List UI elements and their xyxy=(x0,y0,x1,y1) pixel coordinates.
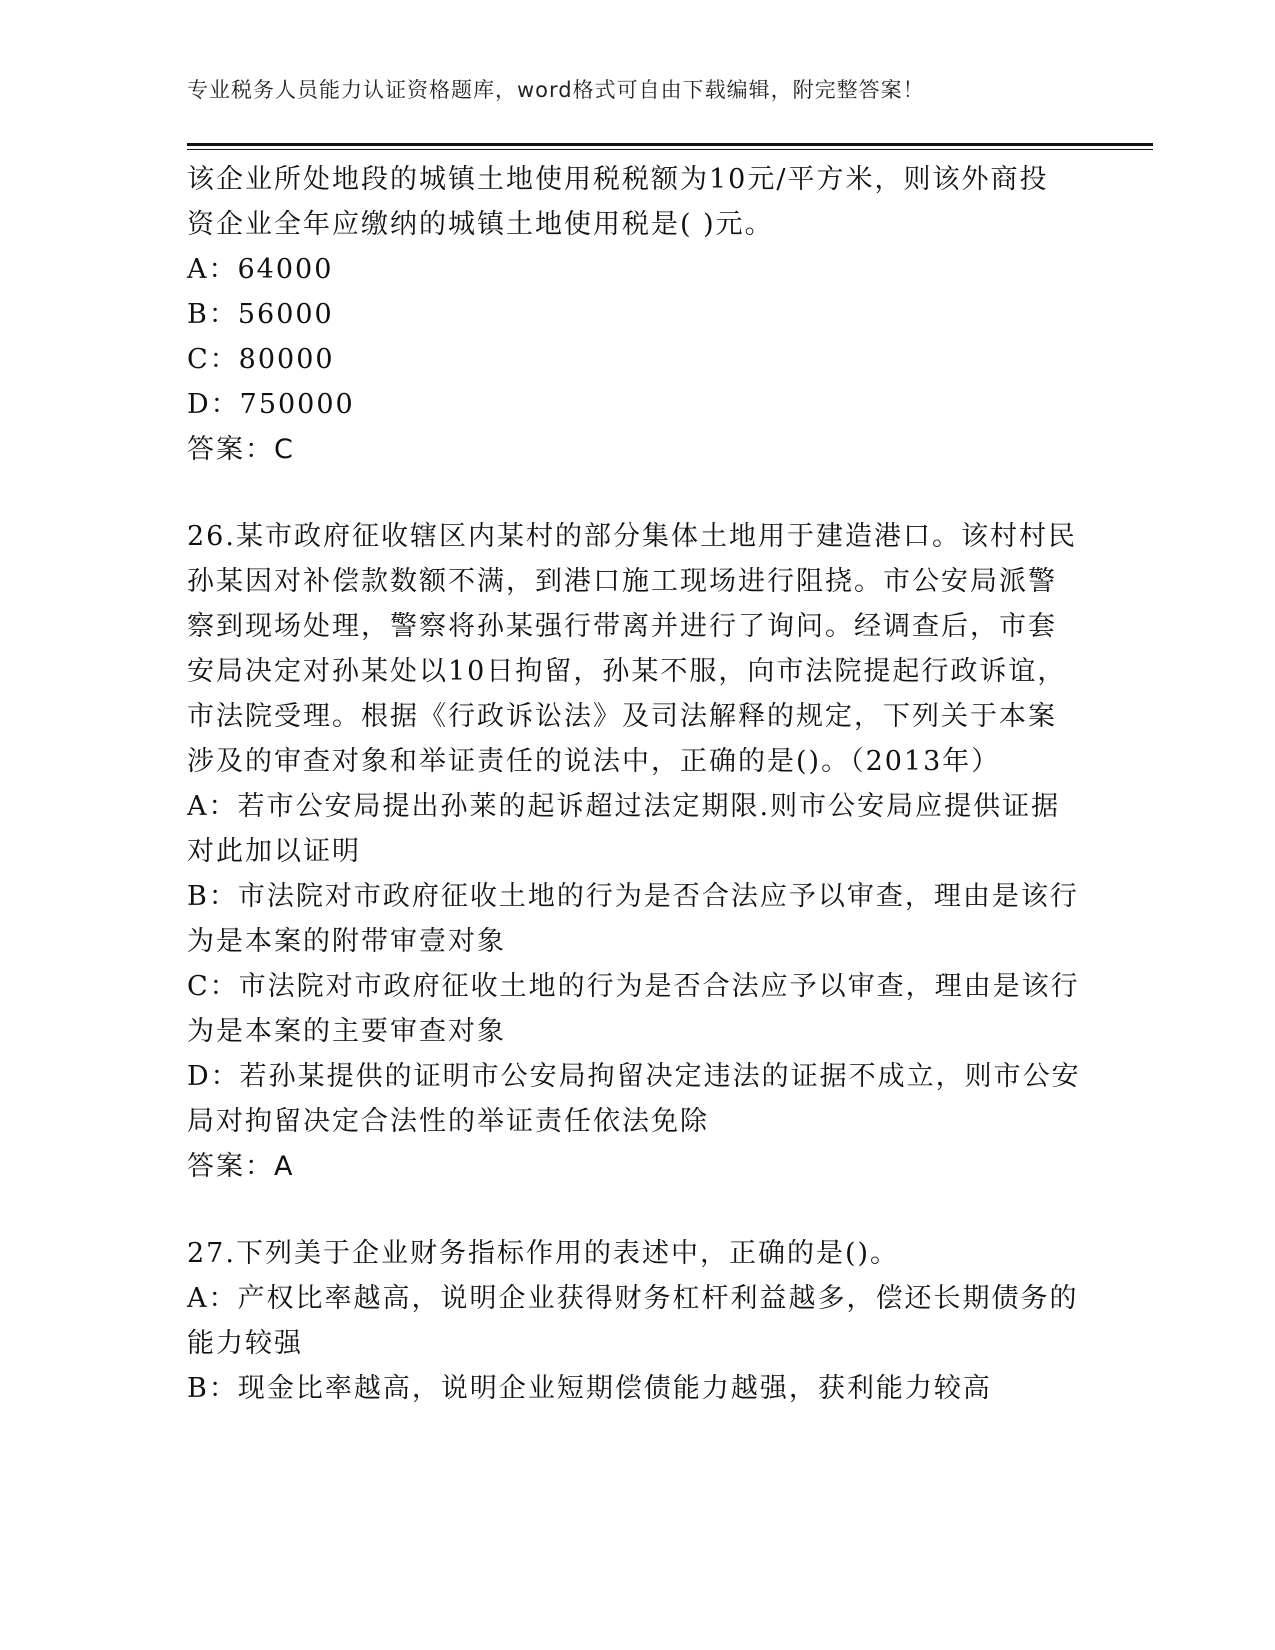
option-a: A：64000 xyxy=(187,254,334,285)
answer: 答案：A xyxy=(187,1151,295,1182)
spacer xyxy=(187,472,1087,514)
spacer xyxy=(187,1189,1087,1231)
option-d: D：750000 xyxy=(187,389,355,420)
option-b-cont: 为是本案的附带审壹对象 xyxy=(187,926,506,957)
header-rule-thin xyxy=(187,149,1153,150)
question-26 xyxy=(187,514,1087,1189)
option-a-cont: 对此加以证明 xyxy=(187,836,361,867)
question-27 xyxy=(187,1231,1087,1411)
option-d-cont: 局对拘留决定合法性的举证责任依法免除 xyxy=(187,1106,709,1137)
option-c: C：市法院对市政府征收土地的行为是否合法应予以审查，理由是该行 xyxy=(187,971,1080,1002)
question-stem-line: 安局决定对孙某处以10日拘留，孙某不服，向市法院提起行政诉谊， xyxy=(187,656,1067,687)
answer: 答案：C xyxy=(187,434,295,465)
question-stem-line: 市法院受理。根据《行政诉讼法》及司法解释的规定，下列关于本案 xyxy=(187,701,1057,732)
option-b: B：市法院对市政府征收土地的行为是否合法应予以审查，理由是该行 xyxy=(187,881,1079,912)
option-b: B：56000 xyxy=(187,299,334,330)
question-stem-line: 该企业所处地段的城镇土地使用税税额为10元/平方米，则该外商投 xyxy=(187,164,1049,195)
question-stem-line: 孙某因对补偿款数额不满，到港口施工现场进行阻挠。市公安局派警 xyxy=(187,566,1057,597)
option-d: D：若孙某提供的证明市公安局拘留决定违法的证据不成立，则市公安 xyxy=(187,1061,1081,1092)
option-c-cont: 为是本案的主要审查对象 xyxy=(187,1016,506,1047)
option-b: B：现金比率越高，说明企业短期偿债能力越强，获利能力较高 xyxy=(187,1373,992,1404)
question-stem-line: 26.某市政府征收辖区内某村的部分集体土地用于建造港口。该村村民 xyxy=(187,521,1077,552)
option-a: A：产权比率越高，说明企业获得财务杠杆利益越多，偿还长期债务的 xyxy=(187,1283,1079,1314)
question-stem-line: 27.下列美于企业财务指标作用的表述中，正确的是()。 xyxy=(187,1238,900,1269)
question-25 xyxy=(187,157,1087,472)
option-a-cont: 能力较强 xyxy=(187,1328,303,1359)
question-stem-line: 涉及的审查对象和举证责任的说法中，正确的是()。（2013年） xyxy=(187,746,1001,777)
question-stem-line: 资企业全年应缴纳的城镇土地使用税是( )元。 xyxy=(187,209,774,240)
question-stem-line: 察到现场处理，警察将孙某强行带离并进行了询问。经调查后，市套 xyxy=(187,611,1057,642)
header-rule-thick xyxy=(187,143,1153,146)
option-c: C：80000 xyxy=(187,344,335,375)
page-header: 专业税务人员能力认证资格题库，word格式可自由下载编辑，附完整答案！ xyxy=(187,78,925,102)
page-content xyxy=(187,157,1087,1411)
option-a: A：若市公安局提出孙莱的起诉超过法定期限.则市公安局应提供证据 xyxy=(187,791,1061,822)
